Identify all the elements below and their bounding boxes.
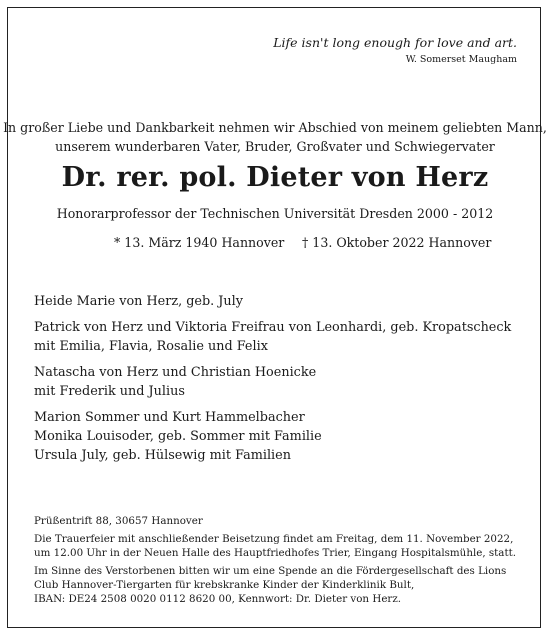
address [34,514,514,528]
quote-author: W. Somerset Maugham [405,54,517,65]
deceased-title: Honorarprofessor der Technischen Universität Dresden 2000 - 2012 [56,206,494,221]
address-line: Prüßentrift 88, 30657 Hannover [34,515,203,527]
intro-line: In großer Liebe und Dankbarkeit nehmen wir Abschied von meinem geliebten Mann, [3,120,547,135]
family-line: Heide Marie von Herz, geb. July [34,294,243,309]
donation-line: IBAN: DE24 2508 0020 0112 8620 00, Kennwort: Dr. Dieter von Herz. [34,593,402,605]
quote-text: Life isn't long enough for love and art. [273,35,517,50]
family-line: Monika Louisoder, geb. Sommer mit Familie [34,429,322,444]
ceremony-notice [34,532,514,560]
death-date: † 13. Oktober 2022 Hannover [302,235,492,250]
family-line: mit Emilia, Flavia, Rosalie und Felix [34,339,268,354]
family-line: Patrick von Herz und Viktoria Freifrau von Leonhardi, geb. Kropatscheck [34,320,512,335]
family-list [34,292,511,472]
donation-line: Im Sinne des Verstorbenen bitten wir um eine Spende an die Fördergesellschaft des Lions [34,565,507,577]
ceremony-line: Die Trauerfeier mit anschließender Beisetzung findet am Freitag, dem 11. November 2022, [34,533,514,545]
quote-block [273,35,517,67]
family-line: mit Frederik und Julius [34,384,185,399]
deceased-name: Dr. rer. pol. Dieter von Herz [61,162,489,193]
intro-line: unserem wunderbaren Vater, Bruder, Großvater und Schwiegervater [55,139,495,154]
family-group [34,292,511,311]
family-group [34,408,511,465]
family-line: Ursula July, geb. Hülsewig mit Familien [34,448,291,463]
donation-notice [34,564,514,606]
family-line: Marion Sommer und Kurt Hammelbacher [34,410,305,425]
family-group [34,318,511,356]
family-group [34,363,511,401]
ceremony-line: um 12.00 Uhr in der Neuen Halle des Hauptfriedhofes Trier, Eingang Hospitalsmühle, statt. [34,547,516,559]
donation-line: Club Hannover-Tiergarten für krebskranke Kinder der Kinderklinik Bult, [34,579,415,591]
birth-date: * 13. März 1940 Hannover [114,235,285,250]
family-line: Natascha von Herz und Christian Hoenicke [34,365,317,380]
info-block [34,514,514,610]
intro-text [0,118,550,156]
